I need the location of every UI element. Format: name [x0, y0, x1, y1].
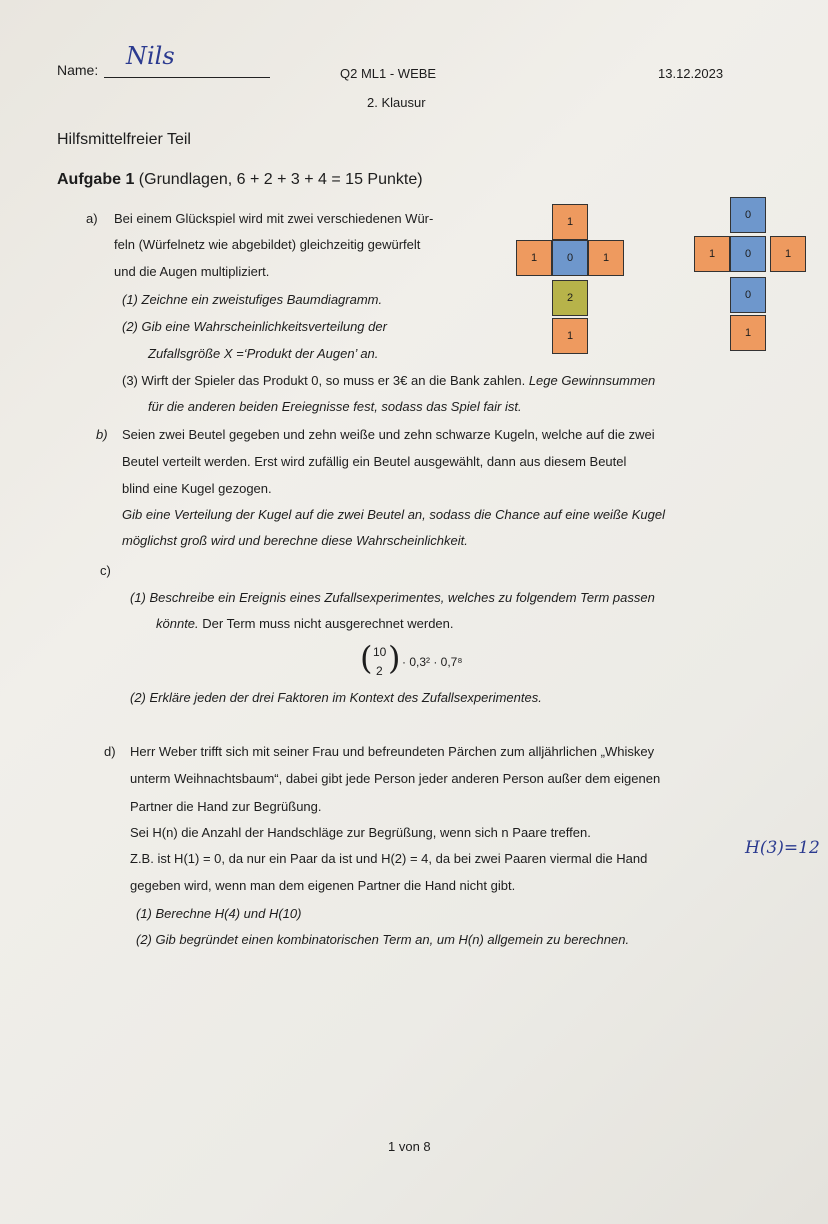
task-title-points: (Grundlagen, 6 + 2 + 3 + 4 = 15 Punkte)	[138, 171, 423, 188]
part-c-sub1: (1) Beschreibe ein Ereignis eines Zufallsexperimentes, welches zu folgendem Term passen	[130, 590, 655, 605]
part-d-line-6: gegeben wird, wenn man dem eigenen Partner die Hand nicht gibt.	[130, 878, 516, 893]
part-b-line-2: Beutel verteilt werden. Erst wird zufällig ein Beutel ausgewählt, dann aus diesem Beutel	[122, 454, 627, 469]
exam-title: 2. Klausur	[367, 95, 426, 110]
part-a-line-1: Bei einem Glückspiel wird mit zwei verschiedenen Wür-	[114, 211, 434, 226]
part-a-sub2: (2) Gib eine Wahrscheinlichkeitsverteilung der	[122, 319, 387, 334]
part-c-label: c)	[100, 563, 111, 578]
part-d-line-4: Sei H(n) die Anzahl der Handschläge zur Begrüßung, wenn sich n Paare treffen.	[130, 825, 591, 840]
part-d-line-5: Z.B. ist H(1) = 0, da nur ein Paar da ist und H(2) = 4, da bei zwei Paaren viermal die Hand	[130, 851, 648, 866]
dice2-center-face: 0	[730, 236, 766, 272]
part-c-sub1-note: Der Term muss nicht ausgerechnet werden.	[202, 616, 454, 631]
part-d-line-3: Partner die Hand zur Begrüßung.	[130, 799, 322, 814]
dice1-bottom-face: 1	[552, 318, 588, 354]
part-a-sub1: (1) Zeichne ein zweistufiges Baumdiagramm.	[122, 292, 383, 307]
part-a-line-2: feln (Würfelnetz wie abgebildet) gleichzeitig gewürfelt	[114, 237, 421, 252]
dice2-left-face: 1	[694, 236, 730, 272]
task-title	[57, 171, 423, 189]
course-code: Q2 ML1 - WEBE	[340, 66, 437, 81]
dice1-right-face: 1	[588, 240, 624, 276]
part-c-sub1-italic: könnte.	[156, 616, 199, 631]
binom-bottom: 2	[376, 664, 383, 678]
part-a-sub3	[122, 373, 655, 388]
exam-date: 13.12.2023	[658, 66, 724, 81]
part-d-sub2: (2) Gib begründet einen kombinatorischen Term an, um H(n) allgemein zu berechnen.	[136, 932, 630, 947]
part-a-line-3: und die Augen multipliziert.	[114, 264, 270, 279]
task-title-bold: Aufgabe 1	[57, 171, 135, 188]
left-paren: (	[360, 639, 373, 677]
name-underline	[104, 77, 270, 78]
part-d-line-1: Herr Weber trifft sich mit seiner Frau und befreundeten Pärchen zum alljährlichen „Whiskey	[130, 744, 655, 759]
dice2-right-face: 1	[770, 236, 806, 272]
section-title: Hilfsmittelfreier Teil	[57, 131, 191, 148]
part-d-line-2: unterm Weihnachtsbaum“, dabei gibt jede Person jeder anderen Person außer dem eigenen	[130, 771, 661, 786]
part-b-line-1: Seien zwei Beutel gegeben und zehn weiße und zehn schwarze Kugeln, welche auf die zwei	[122, 427, 655, 442]
part-b-line-3: blind eine Kugel gezogen.	[122, 481, 272, 496]
part-d-label: d)	[104, 744, 116, 759]
binom-top: 10	[373, 645, 387, 659]
dice2-below-face: 0	[730, 277, 766, 313]
handwritten-note: H(3)=12	[745, 838, 820, 858]
part-a-label: a)	[86, 211, 98, 226]
part-c-sub2: (2) Erkläre jeden der drei Faktoren im Kontext des Zufallsexperimentes.	[130, 690, 542, 705]
handwritten-name: Nils	[126, 42, 175, 70]
part-b-label: b)	[96, 427, 108, 442]
part-b-task-2: möglichst groß wird und berechne diese Wahrscheinlichkeit.	[122, 533, 468, 548]
dice1-left-face: 1	[516, 240, 552, 276]
dice2-bottom-face: 1	[730, 315, 766, 351]
part-a-sub2-cont: Zufallsgröße X =‘Produkt der Augen’ an.	[148, 346, 379, 361]
part-d-sub1: (1) Berechne H(4) und H(10)	[136, 906, 302, 921]
dice1-below-face: 2	[552, 280, 588, 316]
part-a-sub3-cont: für die anderen beiden Ereiegnisse fest, sodass das Spiel fair ist.	[148, 399, 522, 414]
page-number: 1 von 8	[388, 1139, 431, 1154]
part-a-sub3-italic: Lege Gewinnsummen	[528, 373, 656, 388]
formula-factors: · 0,3² · 0,7⁸	[402, 655, 463, 669]
dice1-center-face: 0	[552, 240, 588, 276]
part-b-task-1: Gib eine Verteilung der Kugel auf die zwei Beutel an, sodass die Chance auf eine weiße Kugel	[122, 507, 665, 522]
part-c-sub1-cont	[156, 616, 454, 631]
part-a-sub3-text: (3) Wirft der Spieler das Produkt 0, so muss er 3€ an die Bank zahlen.	[122, 373, 526, 388]
right-paren: )	[388, 639, 401, 677]
dice1-top-face: 1	[552, 204, 588, 240]
dice2-top-face: 0	[730, 197, 766, 233]
name-label: Name:	[57, 62, 99, 78]
